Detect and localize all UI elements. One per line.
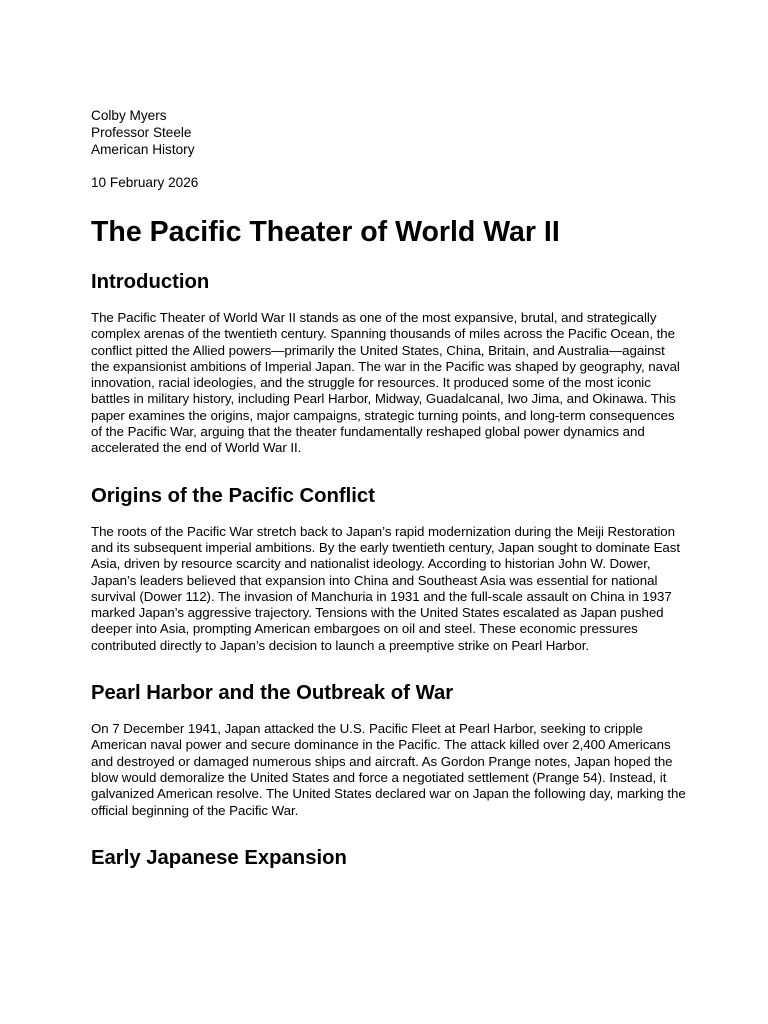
paper-title: The Pacific Theater of World War II <box>91 216 560 248</box>
header-block <box>91 107 686 191</box>
section-introduction <box>91 270 686 457</box>
section-heading: Pearl Harbor and the Outbreak of War <box>91 682 454 705</box>
section-paragraph: The roots of the Pacific War stretch back to Japan’s rapid modernization during the Meiji Restoration and its subsequent imperial ambitions. By the early twentieth century, Japan sought to dominate East Asia, driven by resource scarcity and nationalist ideology. According to historian John W. Dower, Japan’s leaders believed that expansion into China and Southeast Asia was essential for national survival (Dower 112). The invasion of Manchuria in 1931 and the full-scale assault on China in 1937 marked Japan’s aggressive trajectory. Tensions with the United States escalated as Japan pushed deeper into Asia, prompting American embargoes on oil and steel. These economic pressures contributed directly to Japan’s decision to launch a preemptive strike on Pearl Harbor. <box>91 523 681 653</box>
section-heading: Early Japanese Expansion <box>91 846 347 869</box>
section-pearl-harbor <box>91 681 686 819</box>
author-name: Colby Myers <box>91 108 167 123</box>
document-page <box>91 107 686 870</box>
course-name: American History <box>91 142 195 157</box>
section-paragraph: On 7 December 1941, Japan attacked the U.S. Pacific Fleet at Pearl Harbor, seeking to cripple American naval power and secure dominance in the Pacific. The attack killed over 2,400 Americans and destroyed or damaged numerous ships and aircraft. As Gordon Prange notes, Japan hoped the blow would demoralize the United States and force a negotiated settlement (Prange 54). Instead, it galvanized American resolve. The United States declared war on Japan the following day, marking the official beginning of the Pacific War. <box>91 721 686 818</box>
professor-name: Professor Steele <box>91 125 192 140</box>
paper-date: 10 February 2026 <box>91 175 199 190</box>
section-early-expansion <box>91 846 686 870</box>
section-heading: Introduction <box>91 271 210 293</box>
section-origins <box>91 484 686 654</box>
section-heading: Origins of the Pacific Conflict <box>91 484 375 507</box>
section-paragraph: The Pacific Theater of World War II stands as one of the most expansive, brutal, and strategically complex arenas of the twentieth century. Spanning thousands of miles across the Pacific Ocean, the conflict pitted the Allied powers—primarily the United States, China, Britain, and Australia—against the expansionist ambitions of Imperial Japan. The war in the Pacific was shaped by geography, naval innovation, racial ideologies, and the struggle for resources. It produced some of the most iconic battles in military history, including Pearl Harbor, Midway, Guadalcanal, Iwo Jima, and Okinawa. This paper examines the origins, major campaigns, strategic turning points, and long-term consequences of the Pacific War, arguing that the theater fundamentally reshaped global power dynamics and accelerated the end of World War II. <box>91 310 680 456</box>
